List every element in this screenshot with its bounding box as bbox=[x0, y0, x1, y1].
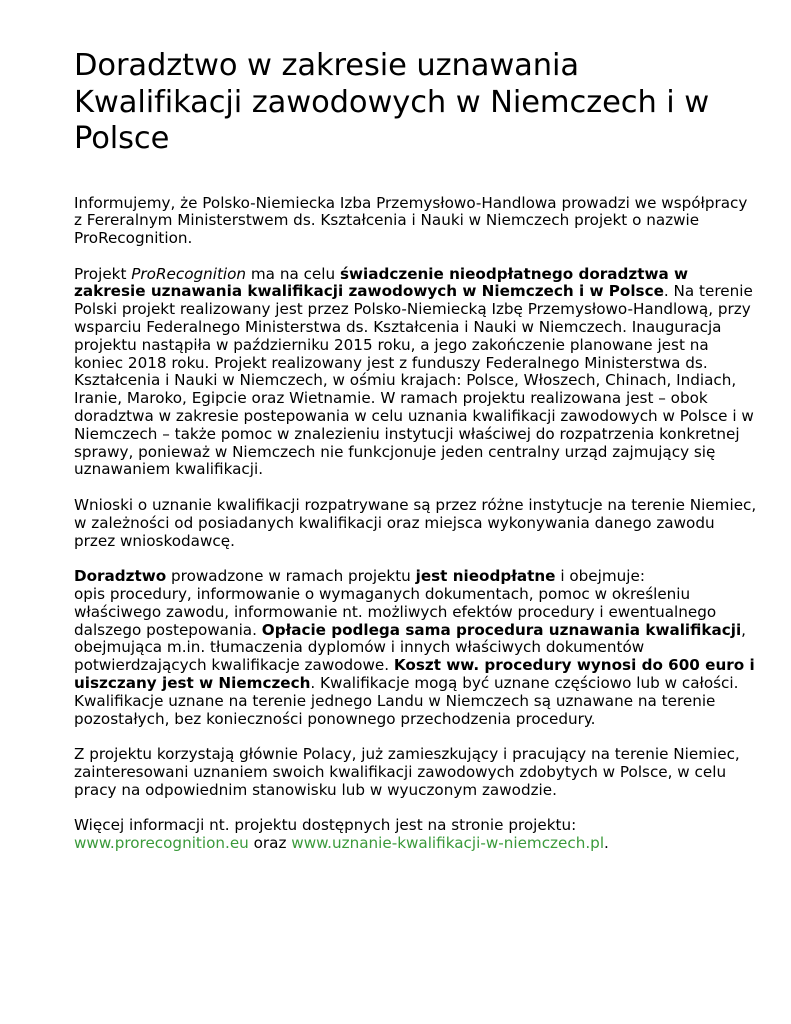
text-segment: prowadzone w ramach projektu bbox=[166, 567, 416, 586]
bold-text: Koszt ww. procedury wynosi do 600 euro i uiszczany jest w Niemczech bbox=[74, 656, 755, 693]
more-info-paragraph bbox=[74, 817, 759, 853]
bold-text: jest nieodpłatne bbox=[415, 567, 556, 586]
text-segment: i obejmuje: bbox=[555, 567, 645, 586]
project-description-paragraph bbox=[74, 266, 759, 480]
text-segment: opis procedury, informowanie o wymaganych dokumentach, pomoc w określeniu właściwego zawodu, informowanie nt. możliwych efektów procedury i ewentualnego dalszego postepowania. bbox=[74, 585, 717, 639]
text-segment: oraz bbox=[248, 834, 292, 853]
uznanie-kwalifikacji-link[interactable]: www.uznanie-kwalifikacji-w-niemczech.pl bbox=[291, 834, 605, 853]
text-segment: Projekt bbox=[74, 264, 132, 283]
advisory-paragraph bbox=[74, 568, 759, 728]
text-segment: . Kwalifikacje mogą być uznane częściowo lub w całości. Kwalifikacje uznane na terenie jednego Landu w Niemczech są uznawane na terenie pozostałych, bez konieczności ponownego przechodzenia procedury. bbox=[74, 674, 739, 728]
bold-text: świadczenie nieodpłatnego doradztwa w zakresie uznawania kwalifikacji zawodowych w Niemczech i w Polsce bbox=[74, 264, 689, 301]
project-name: ProRecognition bbox=[131, 264, 247, 283]
bold-text: Doradztwo bbox=[74, 567, 167, 586]
prorecognition-link[interactable]: www.prorecognition.eu bbox=[74, 834, 249, 853]
text-segment: . bbox=[604, 834, 609, 853]
text-segment: ma na celu bbox=[246, 264, 340, 283]
intro-text: Informujemy, że Polsko-Niemiecka Izba Przemysłowo-Handlowa prowadzi we współpracy z Fereralnym Ministerstwem ds. Kształcenia i Nauki w Niemczech projekt o nazwie ProRecognition. bbox=[74, 193, 748, 248]
applications-paragraph bbox=[74, 497, 759, 550]
audience-paragraph bbox=[74, 746, 759, 799]
audience-text: Z projektu korzystają głównie Polacy, już zamieszkujący i pracujący na terenie Niemiec, zainteresowani uznaniem swoich kwalifikacji zawodowych zdobytych w Polsce, w celu pracy na odpowiednim stanowisku lub w wyuczonym zawodzie. bbox=[74, 745, 740, 799]
text-segment: , obejmująca m.in. tłumaczenia dyplomów i innych właściwych dokumentów potwierdzających kwalifikacje zawodowe. bbox=[74, 620, 746, 675]
applications-text: Wnioski o uznanie kwalifikacji rozpatrywane są przez różne instytucje na terenie Niemiec, w zależności od posiadanych kwalifikacji oraz miejsca wykonywania danego zawodu przez wnioskodawcę. bbox=[74, 496, 757, 550]
page-title: Doradztwo w zakresie uznawania Kwalifikacji zawodowych w Niemczech i w Polsce bbox=[74, 48, 710, 156]
bold-text: Opłacie podlega sama procedura uznawania kwalifikacji bbox=[261, 620, 742, 639]
text-segment: Więcej informacji nt. projektu dostępnych jest na stronie projektu: bbox=[74, 816, 577, 835]
intro-paragraph bbox=[74, 195, 759, 248]
text-segment: . Na terenie Polski projekt realizowany jest przez Polsko-Niemiecką Izbę Przemysłowo-Handlową, przy wsparciu Federalnego Ministerstwa ds. Kształcenia i Nauki w Niemczech. Inauguracja projektu nastąpiła w październiku 2015 roku, a jego zakończenie planowane jest na koniec 2018 roku. Projekt realizowany jest z funduszy Federalnego Ministerstwa ds. Kształcenia i Nauki w Niemczech, w ośmiu krajach: Polsce, Włoszech, Chinach, Indiach, Iranie, Maroko, Egipcie oraz Wietnamie. W ramach projektu realizowana jest – obok doradztwa w zakresie postepowania w celu uznania kwalifikacji zawodowych w Polsce i w Niemczech – także pomoc w znalezieniu instytucji właściwej do rozpatrzenia konkretnej sprawy, ponieważ w Niemczech nie funkcjonuje jeden centralny urząd zajmujący się uznawaniem kwalifikacji. bbox=[74, 282, 754, 479]
document-body bbox=[74, 195, 759, 853]
